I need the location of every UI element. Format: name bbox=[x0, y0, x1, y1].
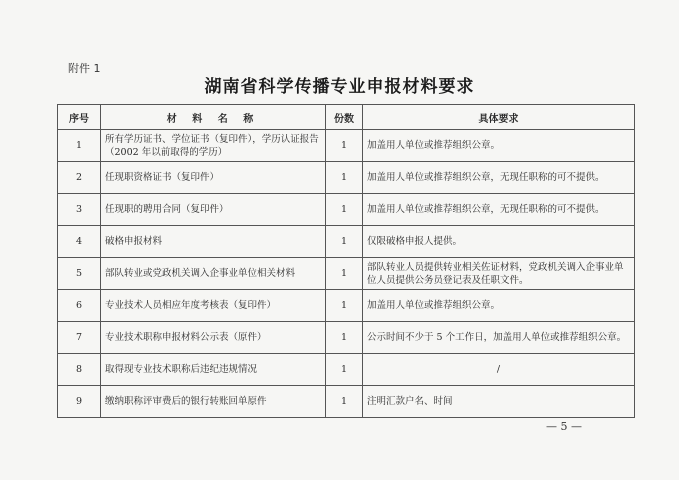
row-material: 缴纳职称评审费后的银行转账回单原件 bbox=[101, 386, 326, 418]
row-material: 专业技术人员相应年度考核表（复印件） bbox=[101, 290, 326, 322]
row-material: 破格申报材料 bbox=[101, 226, 326, 258]
row-material: 任现职的聘用合同（复印件） bbox=[101, 194, 326, 226]
row-details: 加盖用人单位或推荐组织公章。 bbox=[363, 130, 635, 162]
requirements-table bbox=[57, 104, 635, 418]
row-details: 仅限破格申报人提供。 bbox=[363, 226, 635, 258]
row-no: 9 bbox=[58, 386, 101, 418]
row-details: 加盖用人单位或推荐组织公章，无现任职称的可不提供。 bbox=[363, 162, 635, 194]
row-count: 1 bbox=[326, 194, 363, 226]
row-material: 任现职资格证书（复印件） bbox=[101, 162, 326, 194]
header-material: 材 料 名 称 bbox=[101, 105, 326, 130]
table-row bbox=[58, 386, 635, 418]
table-row bbox=[58, 354, 635, 386]
header-details: 具体要求 bbox=[363, 105, 635, 130]
table-row bbox=[58, 290, 635, 322]
row-count: 1 bbox=[326, 130, 363, 162]
table-row bbox=[58, 258, 635, 290]
row-material: 部队转业或党政机关调入企事业单位相关材料 bbox=[101, 258, 326, 290]
row-details: / bbox=[363, 354, 635, 386]
table-row bbox=[58, 130, 635, 162]
row-count: 1 bbox=[326, 258, 363, 290]
table-row bbox=[58, 226, 635, 258]
row-count: 1 bbox=[326, 354, 363, 386]
table-row bbox=[58, 194, 635, 226]
row-details: 部队转业人员提供转业相关佐证材料，党政机关调入企事业单位人员提供公务员登记表及任职文件。 bbox=[363, 258, 635, 290]
table-header-row bbox=[58, 105, 635, 130]
header-count: 份数 bbox=[326, 105, 363, 130]
header-no: 序号 bbox=[58, 105, 101, 130]
table-row bbox=[58, 162, 635, 194]
row-no: 2 bbox=[58, 162, 101, 194]
row-no: 1 bbox=[58, 130, 101, 162]
row-details: 公示时间不少于 5 个工作日，加盖用人单位或推荐组织公章。 bbox=[363, 322, 635, 354]
row-no: 6 bbox=[58, 290, 101, 322]
row-material: 专业技术职称申报材料公示表（原件） bbox=[101, 322, 326, 354]
row-details: 注明汇款户名、时间 bbox=[363, 386, 635, 418]
row-count: 1 bbox=[326, 226, 363, 258]
row-material: 所有学历证书、学位证书（复印件），学历认证报告（2002 年以前取得的学历） bbox=[101, 130, 326, 162]
row-no: 5 bbox=[58, 258, 101, 290]
row-no: 3 bbox=[58, 194, 101, 226]
row-no: 7 bbox=[58, 322, 101, 354]
row-count: 1 bbox=[326, 322, 363, 354]
row-no: 4 bbox=[58, 226, 101, 258]
row-details: 加盖用人单位或推荐组织公章。 bbox=[363, 290, 635, 322]
row-details: 加盖用人单位或推荐组织公章，无现任职称的可不提供。 bbox=[363, 194, 635, 226]
row-no: 8 bbox=[58, 354, 101, 386]
page-number: — 5 — bbox=[546, 420, 582, 433]
row-count: 1 bbox=[326, 290, 363, 322]
row-count: 1 bbox=[326, 162, 363, 194]
attachment-label: 附件 1 bbox=[68, 62, 101, 75]
table-row bbox=[58, 322, 635, 354]
row-material: 取得现专业技术职称后违纪违规情况 bbox=[101, 354, 326, 386]
document-title: 湖南省科学传播专业申报材料要求 bbox=[204, 77, 475, 97]
row-count: 1 bbox=[326, 386, 363, 418]
